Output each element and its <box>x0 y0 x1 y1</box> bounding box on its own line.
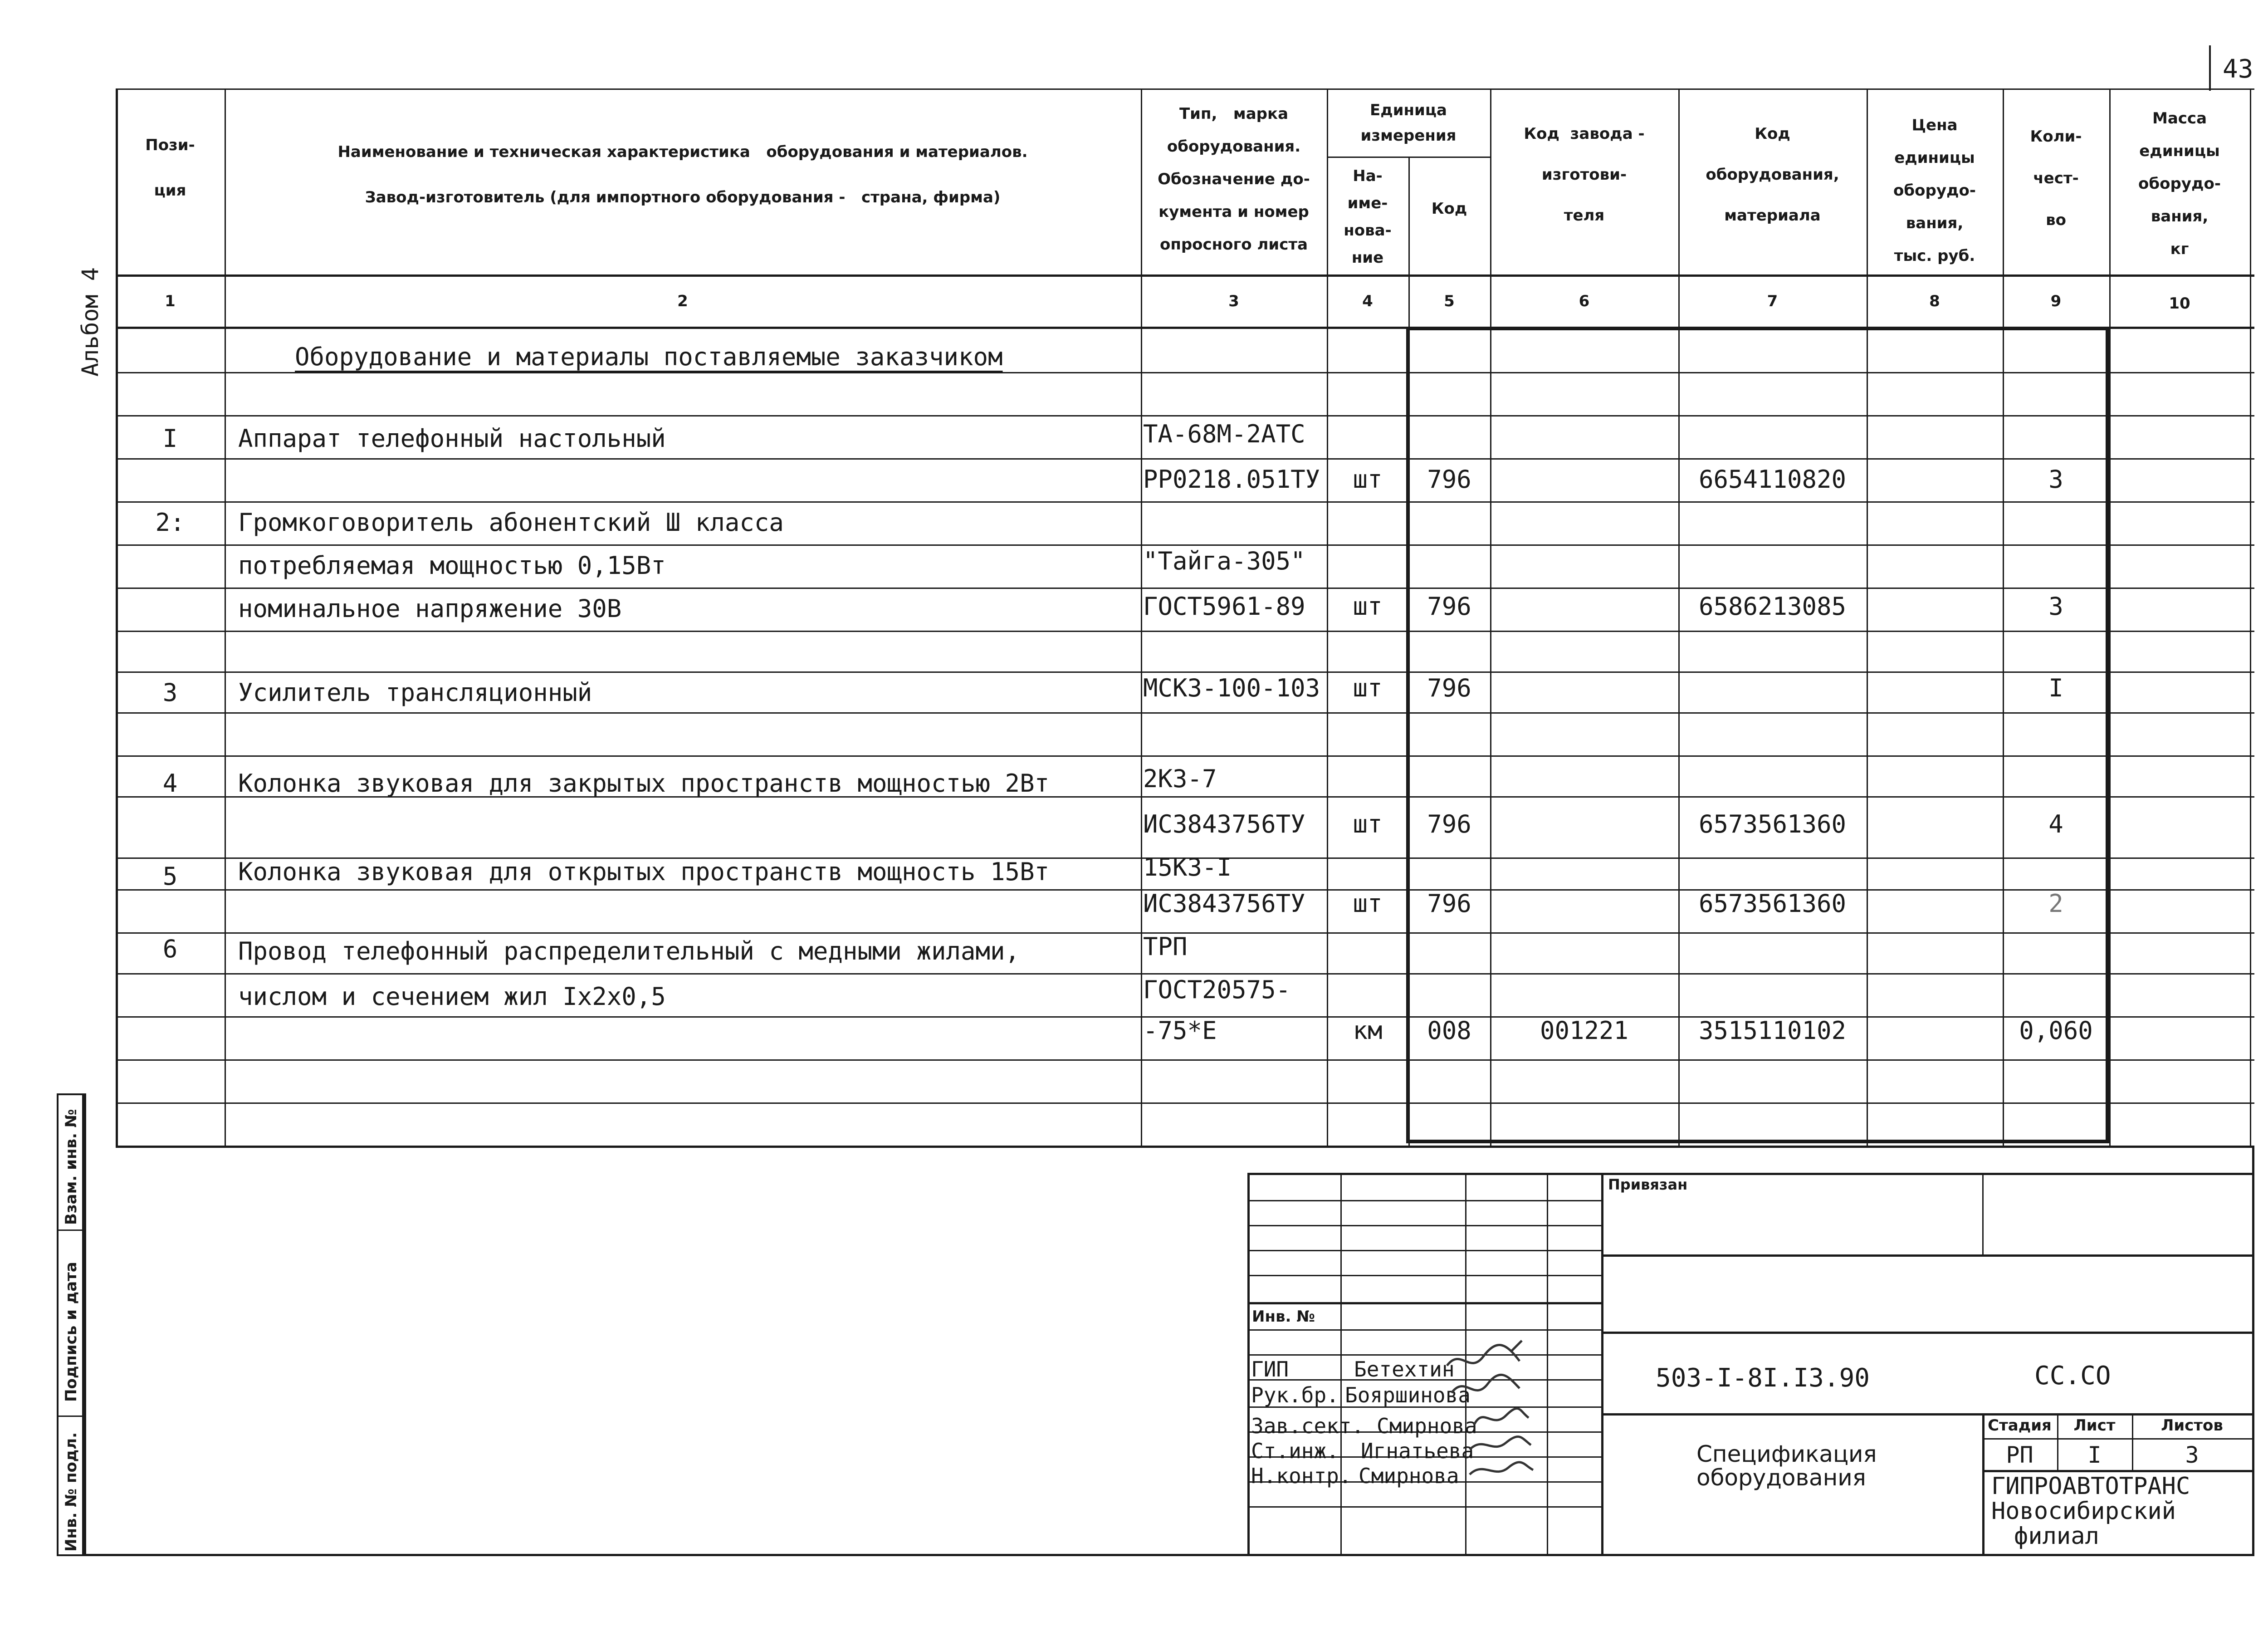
cell-qty: 2 <box>2048 889 2063 918</box>
cell-position: 2: <box>155 508 185 537</box>
header-unit-code <box>1408 195 1490 222</box>
stamp-inv-label: Инв. № <box>1252 1308 1315 1326</box>
stamp-doc-sub: СС.СО <box>2034 1361 2111 1391</box>
header-col45-text: Единица измерения <box>1360 101 1457 145</box>
cell-name: Усилитель трансляционный <box>238 678 592 707</box>
cell-type: "Тайга-305" <box>1143 547 1305 575</box>
header-col10-text: Масса единицы оборудо- вания, кг <box>2138 109 2221 258</box>
colnum-9: 9 <box>2050 292 2062 310</box>
cell-qty: 4 <box>2048 810 2063 838</box>
stamp-role-1: Рук.бр. <box>1251 1383 1339 1407</box>
stamp-stage-label: Стадия <box>1988 1416 2052 1435</box>
cell-unit: шт <box>1353 889 1383 918</box>
cell-type: ТРП <box>1143 932 1188 961</box>
colnum-6: 6 <box>1579 292 1590 310</box>
cell-equip-code: 6654110820 <box>1698 465 1847 494</box>
cell-position: 3 <box>162 678 178 707</box>
cell-type: 2К3-7 <box>1143 764 1217 793</box>
header-col4-text: На- име- нова- ние <box>1344 167 1392 267</box>
side-label-vzam: Взам. инв. № <box>62 1109 80 1225</box>
stamp-name-0: Бетехтин <box>1354 1357 1455 1381</box>
stamp-title-line1: Спецификация <box>1696 1441 1877 1467</box>
stamp-sheet-label: Лист <box>2073 1416 2116 1435</box>
cell-name: потребляемая мощностью 0,15Вт <box>238 551 666 580</box>
header-unit-name <box>1327 162 1408 271</box>
cell-position: I <box>162 424 178 453</box>
header-mass <box>2109 102 2250 265</box>
stamp-sheets-value: 3 <box>2185 1442 2199 1468</box>
header-price <box>1867 109 2003 272</box>
stamp-name-1: Бояршинова <box>1345 1383 1471 1407</box>
cell-position: 4 <box>162 769 178 798</box>
colnum-5: 5 <box>1444 292 1455 310</box>
stamp-stage-value: РП <box>2006 1442 2033 1468</box>
signatures <box>1442 1338 1579 1493</box>
cell-name: Аппарат телефонный настольный <box>238 424 666 453</box>
colnum-1: 1 <box>165 292 176 310</box>
stamp-org-line3: филиал <box>2014 1523 2099 1550</box>
cell-qty: I <box>2048 674 2063 702</box>
cell-type: МСКЗ-100-103 <box>1143 674 1320 702</box>
cell-position: 5 <box>162 862 178 891</box>
colnum-8: 8 <box>1929 292 1940 310</box>
cell-type: ГОСТ20575- <box>1143 975 1291 1004</box>
cell-equip-code: 6573561360 <box>1698 810 1847 838</box>
signature-mark <box>1452 1375 1520 1393</box>
cell-type: ТА-68М-2АТС <box>1143 420 1305 448</box>
cell-position: 6 <box>162 935 178 963</box>
cell-unit: шт <box>1353 465 1383 494</box>
cell-equip-code: 6573561360 <box>1698 889 1847 918</box>
cell-equip-code: 6586213085 <box>1698 592 1847 621</box>
cell-type: РР0218.051ТУ <box>1143 465 1320 494</box>
header-position <box>116 122 225 213</box>
header-qty <box>2003 116 2109 241</box>
side-label-inv-podl: Инв. № подл. <box>62 1432 80 1552</box>
stamp-role-3: Ст.инж. <box>1251 1439 1339 1463</box>
cell-code: 796 <box>1427 674 1471 702</box>
stamp-doc-code: 503-I-8I.I3.90 <box>1656 1363 1870 1393</box>
cell-name: Провод телефонный распределительный с медными жилами, <box>238 937 1020 965</box>
cell-name: Колонка звуковая для закрытых пространств мощностью 2Вт <box>238 769 1050 798</box>
cell-type: ИС3843756ТУ <box>1143 810 1305 838</box>
cell-code: 796 <box>1427 810 1471 838</box>
signature-mark <box>1447 1341 1522 1366</box>
page-number: 43 <box>2223 54 2253 84</box>
cell-name: Громкоговоритель абонентский Ш класса <box>238 508 784 537</box>
stamp-name-2: Смирнова <box>1377 1414 1477 1438</box>
colnum-10: 10 <box>2169 294 2190 313</box>
cell-qty: 3 <box>2048 465 2063 494</box>
signature-mark <box>1470 1462 1533 1474</box>
cell-type: ГОСТ5961-89 <box>1143 592 1305 621</box>
header-col3-text: Тип, марка оборудования. Обозначение до- кумента и номер опросного листа <box>1158 105 1310 254</box>
colnum-7: 7 <box>1767 292 1778 310</box>
cell-code: 008 <box>1427 1016 1471 1045</box>
colnum-4: 4 <box>1362 292 1373 310</box>
header-col9-text: Коли- чест- во <box>2030 127 2082 229</box>
stamp-title-line2: оборудования <box>1696 1465 1866 1491</box>
cell-type: 15К3-I <box>1143 853 1232 882</box>
page-number-frame <box>2209 45 2211 91</box>
header-unit <box>1327 98 1490 148</box>
header-col1-text: Пози- ция <box>145 136 195 200</box>
stamp-name-4: Смирнова <box>1359 1464 1459 1488</box>
side-label-sign-date: Подпись и дата <box>62 1262 80 1402</box>
header-col5-text: Код <box>1431 200 1467 218</box>
header-col8-text: Цена единицы оборудо- вания, тыс. руб. <box>1893 116 1976 265</box>
stamp-org-line2: Новосибирский <box>1991 1498 2176 1525</box>
header-factory-code <box>1490 113 1678 236</box>
signature-mark <box>1470 1437 1531 1450</box>
stamp-org-line1: ГИПРОАВТОТРАНС <box>1991 1473 2190 1500</box>
header-name <box>225 129 1141 220</box>
colnum-2: 2 <box>677 292 688 310</box>
stamp-sheets-label: Листов <box>2161 1416 2223 1435</box>
stamp-sheet-value: I <box>2087 1442 2102 1468</box>
cell-code: 796 <box>1427 465 1471 494</box>
signature-mark <box>1474 1408 1529 1425</box>
section-title: Оборудование и материалы поставляемые заказчиком <box>295 343 1003 371</box>
stamp-role-0: ГИП <box>1251 1357 1289 1381</box>
cell-qty: 3 <box>2048 592 2063 621</box>
cell-unit: шт <box>1353 810 1383 838</box>
cell-name: номинальное напряжение 30В <box>238 594 622 623</box>
cell-factory-code: 001221 <box>1540 1016 1629 1045</box>
header-col6-text: Код завода - изготови- теля <box>1524 125 1645 225</box>
cell-unit: км <box>1353 1016 1383 1045</box>
cell-unit: шт <box>1353 592 1383 621</box>
header-equip-code <box>1678 113 1867 236</box>
cell-equip-code: 3515110102 <box>1698 1016 1847 1045</box>
header-type <box>1141 98 1327 261</box>
cell-type: -75*Е <box>1143 1016 1217 1045</box>
cell-qty: 0,060 <box>2019 1016 2093 1045</box>
cell-name: Колонка звуковая для открытых пространств мощность 15Вт <box>238 857 1050 886</box>
album-label: Альбом 4 <box>77 267 103 377</box>
cell-type: ИС3843756ТУ <box>1143 889 1305 918</box>
stamp-name-3: Игнатьева <box>1361 1439 1474 1463</box>
stamp-role-2: Зав.сект. <box>1251 1414 1364 1438</box>
stamp-role-4: Н.контр. <box>1251 1464 1352 1488</box>
cell-unit: шт <box>1353 674 1383 702</box>
cell-code: 796 <box>1427 592 1471 621</box>
header-col2-text: Наименование и техническая характеристика оборудования и материалов. Завод-изготовитель (для импортного оборудования - страна, фирма) <box>337 143 1028 206</box>
stamp-linked-label: Привязан <box>1608 1176 1688 1193</box>
cell-code: 796 <box>1427 889 1471 918</box>
cell-name: числом и сечением жил Iх2х0,5 <box>238 982 666 1011</box>
header-col7-text: Код оборудования, материала <box>1706 125 1839 225</box>
colnum-3: 3 <box>1228 292 1239 310</box>
